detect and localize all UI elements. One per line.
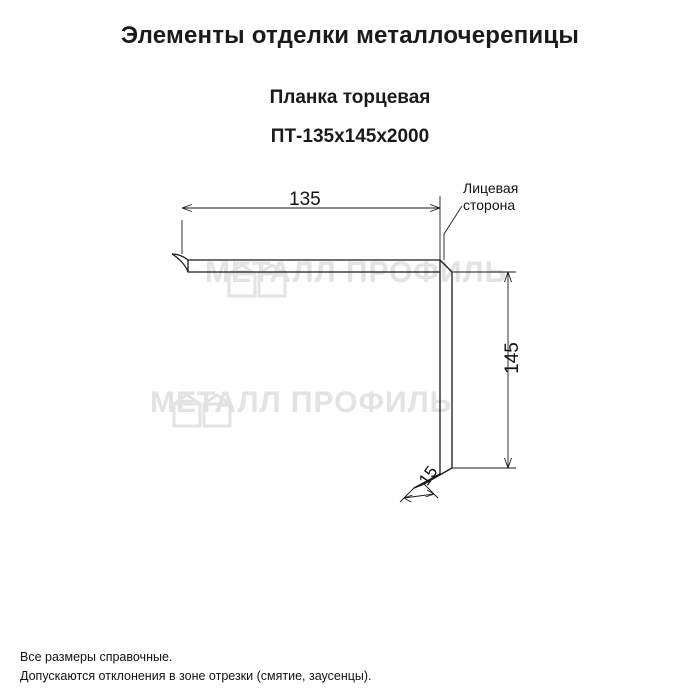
annotation-face-side-line1: Лицевая [463, 180, 519, 196]
annotation-face-side-line2: сторона [463, 197, 516, 213]
page-title: Элементы отделки металлочерепицы [120, 22, 580, 49]
technical-drawing [0, 150, 700, 570]
watermark-text-top: МЕТАЛЛ ПРОФИЛЬ [205, 256, 508, 289]
footnote-line-2: Допускаются отклонения в зоне отрезки (смятие, заусенцы). [20, 669, 372, 683]
dimension-135: 135 [289, 189, 321, 210]
footnote-line-1: Все размеры справочные. [20, 650, 173, 664]
annotation-face-side [463, 180, 518, 214]
product-name: Планка торцевая [269, 87, 431, 108]
product-code: ПТ-135х145х2000 [270, 126, 430, 147]
dimension-15: 15 [415, 462, 442, 489]
watermark-text-bottom: МЕТАЛЛ ПРОФИЛЬ [150, 386, 453, 419]
dimension-145: 145 [501, 342, 523, 374]
